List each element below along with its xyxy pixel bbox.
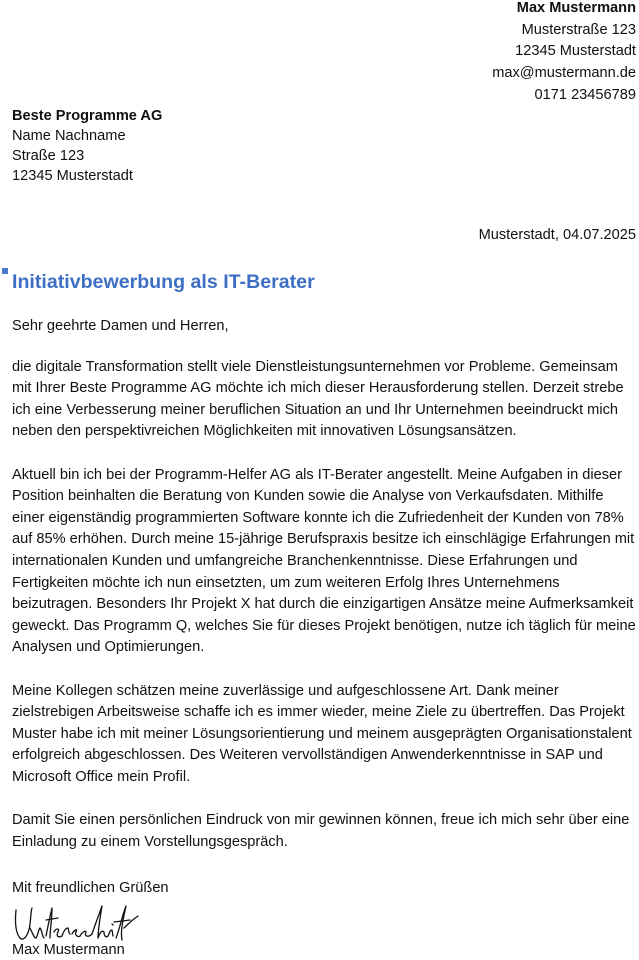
recipient-city: 12345 Musterstadt xyxy=(12,168,133,184)
sender-street: Musterstraße 123 xyxy=(521,21,636,38)
recipient-address xyxy=(12,106,162,186)
signer-name: Max Mustermann xyxy=(12,942,125,958)
body-paragraph-2: Aktuell bin ich bei der Programm-Helfer AG als IT-Berater angestellt. Meine Aufgaben in dieser Position beinhalten die Beratung von Kunden sowie die Analyse von Verkaufsdaten. Mithilfe einer eigenständig programmierten Software konnte ich die Zufriedenheit der Kunden von 78% auf 85% erhöhen. Durch meine 15-jährige Berufspraxis besitze ich einschlägige Erfahrungen mit internationalen Kunden und umfangreiche Branchenkenntnisse. Diese Erfahrungen und Fertigkeiten möchte ich nun einsetzten, um zum weiteren Erfolg Ihres Unternehmens beizutragen. Besonders Ihr Projekt X hat durch die einzigartigen Ansätze meine Aufmerksamkeit geweckt. Das Programm Q, welches Sie für dieses Projekt benötigen, nutze ich täglich für meine Analysen und Optimierungen. xyxy=(12,466,636,656)
letter-date: Musterstadt, 04.07.2025 xyxy=(478,227,636,243)
body-paragraph-1: die digitale Transformation stellt viele Dienstleistungsunternehmen vor Probleme. Gemeinsam mit Ihrer Beste Programme AG möchte ich mich dieser Herausforderung stellen. Derzeit strebe ich eine Verbesserung meiner beruflichen Situation an und Ihr Unternehmen beeindruckt mich neben den perspektivreichen Möglichkeiten mit innovativen Lösungsansätzen. xyxy=(12,358,624,440)
handwritten-signature xyxy=(12,902,144,944)
closing-phrase: Mit freundlichen Grüßen xyxy=(12,880,169,896)
body-paragraph-3: Meine Kollegen schätzen meine zuverlässige und aufgeschlossene Art. Dank meiner zielstrebigen Arbeitsweise schaffe ich es immer wieder, meine Ziele zu übertreffen. Das Projekt Muster habe ich mit meiner Lösungsorientierung und meinem ausgeprägten Organisationstalent erfolgreich abgeschlossen. Des Weiteren vervollständigen Anwenderkenntnisse in SAP und Microsoft Office mein Profil. xyxy=(12,682,632,785)
recipient-street: Straße 123 xyxy=(12,148,85,164)
sender-phone: 0171 23456789 xyxy=(534,86,636,103)
recipient-contact: Name Nachname xyxy=(12,128,126,144)
letter-subject: Initiativbewerbung als IT-Berater xyxy=(12,271,315,293)
letter-body xyxy=(12,316,638,875)
salutation: Sehr geehrte Damen und Herren, xyxy=(12,318,229,334)
body-paragraph-4: Damit Sie einen persönlichen Eindruck von mir gewinnen können, freue ich mich sehr über eine Einladung zu einem Vorstellungsgespräch. xyxy=(12,812,630,850)
sender-address xyxy=(492,0,636,107)
recipient-company: Beste Programme AG xyxy=(12,108,163,124)
sender-email: max@mustermann.de xyxy=(492,65,636,82)
sender-name: Max Mustermann xyxy=(516,0,636,16)
subject-marker xyxy=(2,268,8,274)
sender-city: 12345 Musterstadt xyxy=(515,43,636,60)
